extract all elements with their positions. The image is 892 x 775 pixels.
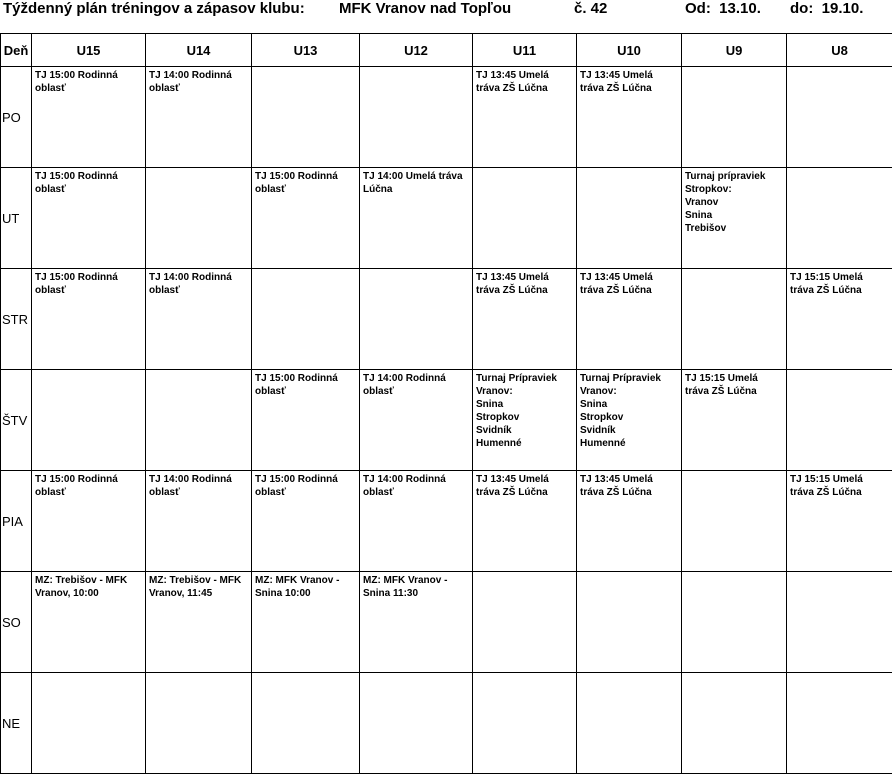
- schedule-entry: [577, 572, 681, 574]
- day-row-so: [1, 572, 892, 673]
- schedule-cell: [577, 370, 682, 471]
- schedule-entry: TJ 15:15 Umelá tráva ZŠ Lúčna: [790, 272, 863, 296]
- schedule-cell: [577, 269, 682, 370]
- schedule-cell: [32, 370, 146, 471]
- schedule-cell: [252, 370, 360, 471]
- schedule-entry: [252, 269, 359, 271]
- schedule-entry: TJ 15:00 Rodinná oblasť: [255, 474, 338, 498]
- schedule-cell: [787, 471, 892, 572]
- club-name: MFK Vranov nad Topľou: [339, 0, 512, 17]
- schedule-cell: [577, 168, 682, 269]
- schedule-entry: Turnaj Prípraviek Vranov: Snina Stropkov Svidník Humenné: [580, 373, 661, 449]
- schedule-cell: [32, 471, 146, 572]
- schedule-entry: [360, 67, 472, 69]
- schedule-cell: [360, 673, 473, 774]
- schedule-cell: [146, 572, 252, 673]
- schedule-cell: [252, 471, 360, 572]
- schedule-entry: [577, 673, 681, 675]
- schedule-entry: [577, 168, 681, 170]
- schedule-cell: [473, 269, 577, 370]
- schedule-entry: [682, 67, 786, 69]
- schedule-entry: [32, 673, 145, 675]
- schedule-cell: [473, 67, 577, 168]
- schedule-entry: TJ 14:00 Rodinná oblasť: [149, 474, 232, 498]
- schedule-entry: TJ 15:00 Rodinná oblasť: [35, 171, 118, 195]
- schedule-entry: TJ 15:00 Rodinná oblasť: [255, 373, 338, 397]
- team-header-u12: U12: [360, 34, 473, 67]
- schedule-cell: [32, 168, 146, 269]
- schedule-entry: TJ 15:00 Rodinná oblasť: [255, 171, 338, 195]
- schedule-cell: [32, 67, 146, 168]
- schedule-entry: TJ 14:00 Rodinná oblasť: [363, 373, 446, 397]
- day-row-str: [1, 269, 892, 370]
- day-row-ut: [1, 168, 892, 269]
- schedule-cell: [146, 471, 252, 572]
- schedule-cell: [360, 67, 473, 168]
- schedule-cell: [787, 673, 892, 774]
- schedule-entry: [787, 673, 892, 675]
- schedule-cell: [577, 572, 682, 673]
- day-column-header: Deň: [1, 34, 32, 67]
- schedule-entry: [682, 269, 786, 271]
- schedule-entry: [252, 67, 359, 69]
- schedule-entry: [473, 168, 576, 170]
- schedule-entry: [360, 269, 472, 271]
- schedule-cell: [252, 673, 360, 774]
- schedule-entry: TJ 13:45 Umelá tráva ZŠ Lúčna: [580, 70, 653, 94]
- schedule-entry: [360, 673, 472, 675]
- schedule-entry: TJ 14:00 Rodinná oblasť: [149, 70, 232, 94]
- schedule-cell: [577, 673, 682, 774]
- schedule-entry: [787, 370, 892, 372]
- day-row-pia: [1, 471, 892, 572]
- schedule-cell: [473, 370, 577, 471]
- schedule-cell: [32, 673, 146, 774]
- schedule-cell: [787, 168, 892, 269]
- schedule-entry: [787, 168, 892, 170]
- header-row: [1, 34, 892, 67]
- team-header-u15: U15: [32, 34, 146, 67]
- date-from: Od: 13.10.: [685, 0, 761, 17]
- schedule-entry: [682, 673, 786, 675]
- schedule-cell: [360, 572, 473, 673]
- schedule-cell: [787, 67, 892, 168]
- schedule-cell: [146, 168, 252, 269]
- schedule-entry: TJ 14:00 Rodinná oblasť: [363, 474, 446, 498]
- day-label: STR: [1, 269, 32, 370]
- day-row-ne: [1, 673, 892, 774]
- title-row: [0, 0, 892, 20]
- schedule-cell: [473, 572, 577, 673]
- schedule-cell: [577, 67, 682, 168]
- schedule-entry: TJ 13:45 Umelá tráva ZŠ Lúčna: [476, 70, 549, 94]
- schedule-cell: [360, 471, 473, 572]
- schedule-entry: TJ 14:00 Umelá tráva Lúčna: [363, 171, 463, 195]
- schedule-entry: TJ 13:45 Umelá tráva ZŠ Lúčna: [580, 474, 653, 498]
- team-header-u10: U10: [577, 34, 682, 67]
- schedule-cell: [682, 471, 787, 572]
- schedule-cell: [577, 471, 682, 572]
- schedule-entry: TJ 15:00 Rodinná oblasť: [35, 70, 118, 94]
- schedule-cell: [252, 168, 360, 269]
- schedule-cell: [360, 269, 473, 370]
- schedule-entry: TJ 14:00 Rodinná oblasť: [149, 272, 232, 296]
- team-header-u11: U11: [473, 34, 577, 67]
- schedule-cell: [682, 67, 787, 168]
- schedule-entry: TJ 15:00 Rodinná oblasť: [35, 474, 118, 498]
- schedule-entry: TJ 15:15 Umelá tráva ZŠ Lúčna: [685, 373, 758, 397]
- schedule-entry: MZ: Trebišov - MFK Vranov, 11:45: [149, 575, 242, 599]
- schedule-entry: [32, 370, 145, 372]
- schedule-cell: [473, 673, 577, 774]
- team-header-u14: U14: [146, 34, 252, 67]
- schedule-cell: [787, 269, 892, 370]
- schedule-entry: [787, 572, 892, 574]
- schedule-cell: [252, 572, 360, 673]
- schedule-entry: [146, 673, 251, 675]
- schedule-cell: [682, 168, 787, 269]
- schedule-cell: [787, 572, 892, 673]
- schedule-cell: [787, 370, 892, 471]
- schedule-cell: [682, 269, 787, 370]
- schedule-cell: [146, 67, 252, 168]
- day-label: SO: [1, 572, 32, 673]
- schedule-entry: TJ 15:15 Umelá tráva ZŠ Lúčna: [790, 474, 863, 498]
- schedule-cell: [252, 67, 360, 168]
- date-to: do: 19.10.: [790, 0, 864, 17]
- schedule-cell: [32, 269, 146, 370]
- schedule-entry: Turnaj prípraviek Stropkov: Vranov Snina Trebišov: [685, 171, 766, 234]
- schedule-cell: [473, 471, 577, 572]
- schedule-entry: [252, 673, 359, 675]
- schedule-cell: [682, 572, 787, 673]
- schedule-cell: [146, 269, 252, 370]
- schedule-entry: [146, 370, 251, 372]
- team-header-u8: U8: [787, 34, 892, 67]
- schedule-entry: TJ 13:45 Umelá tráva ZŠ Lúčna: [580, 272, 653, 296]
- day-label: NE: [1, 673, 32, 774]
- schedule-entry: TJ 15:00 Rodinná oblasť: [35, 272, 118, 296]
- schedule-entry: [473, 673, 576, 675]
- schedule-entry: [787, 67, 892, 69]
- schedule-entry: [146, 168, 251, 170]
- schedule-entry: MZ: MFK Vranov - Snina 11:30: [363, 575, 448, 599]
- schedule-cell: [360, 168, 473, 269]
- team-header-u9: U9: [682, 34, 787, 67]
- schedule-cell: [682, 370, 787, 471]
- schedule-cell: [252, 269, 360, 370]
- day-label: PIA: [1, 471, 32, 572]
- day-row-po: [1, 67, 892, 168]
- schedule-entry: TJ 13:45 Umelá tráva ZŠ Lúčna: [476, 272, 549, 296]
- day-label: UT: [1, 168, 32, 269]
- schedule-cell: [473, 168, 577, 269]
- day-label: ŠTV: [1, 370, 32, 471]
- schedule-table: [0, 33, 892, 774]
- schedule-entry: Turnaj Prípraviek Vranov: Snina Stropkov Svidník Humenné: [476, 373, 557, 449]
- schedule-cell: [682, 673, 787, 774]
- schedule-cell: [360, 370, 473, 471]
- schedule-entry: [682, 572, 786, 574]
- schedule-cell: [146, 370, 252, 471]
- schedule-entry: [473, 572, 576, 574]
- schedule-entry: MZ: MFK Vranov - Snina 10:00: [255, 575, 340, 599]
- schedule-entry: TJ 13:45 Umelá tráva ZŠ Lúčna: [476, 474, 549, 498]
- day-row-štv: [1, 370, 892, 471]
- schedule-entry: MZ: Trebišov - MFK Vranov, 10:00: [35, 575, 128, 599]
- schedule-cell: [146, 673, 252, 774]
- week-number: č. 42: [574, 0, 608, 17]
- team-header-u13: U13: [252, 34, 360, 67]
- schedule-cell: [32, 572, 146, 673]
- plan-title: Týždenný plán tréningov a zápasov klubu:: [3, 0, 305, 17]
- schedule-entry: [682, 471, 786, 473]
- day-label: PO: [1, 67, 32, 168]
